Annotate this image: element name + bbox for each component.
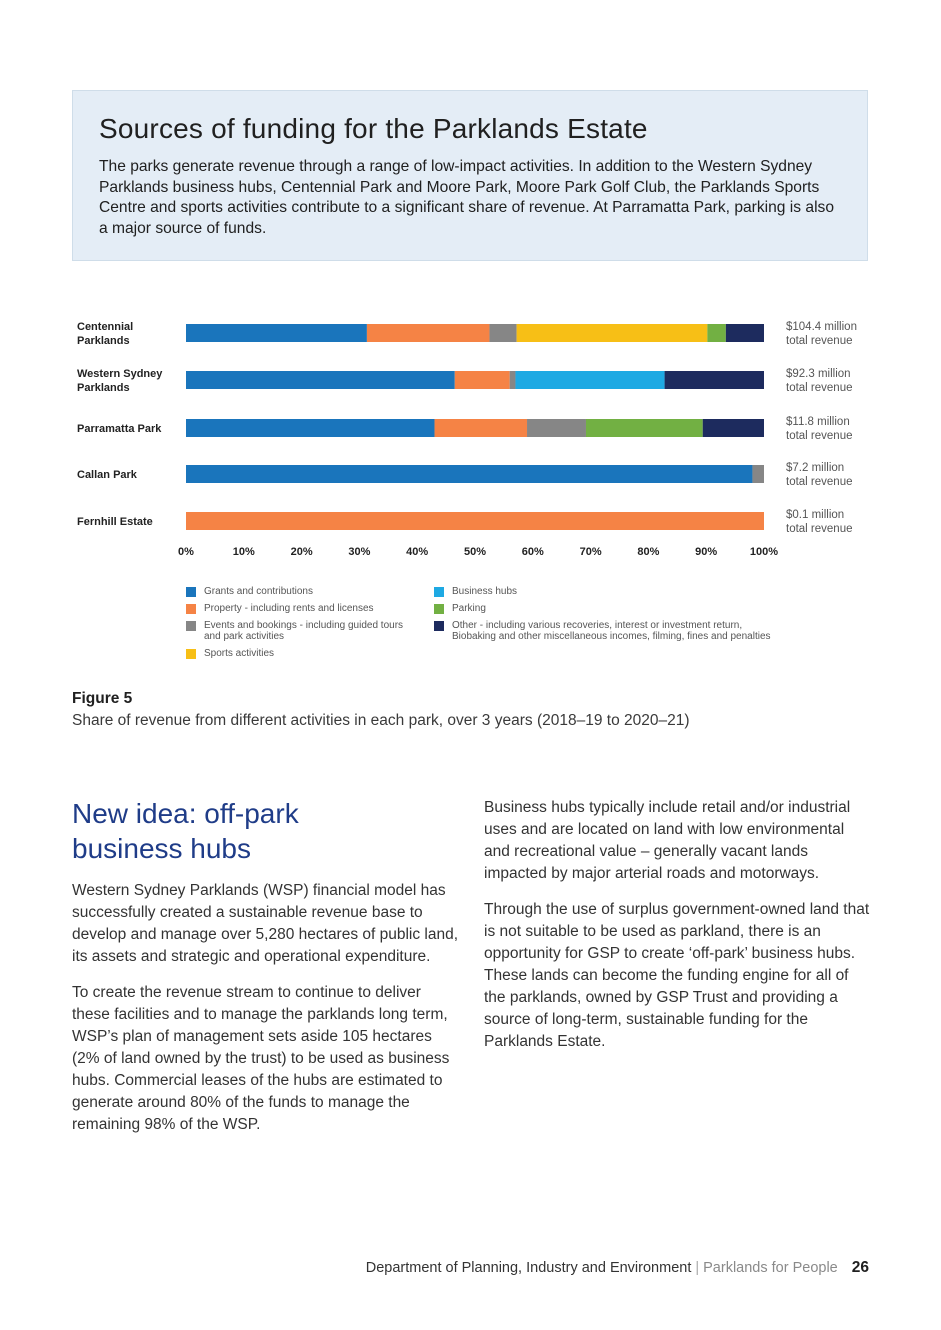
right-column: [484, 797, 870, 1067]
legend-label: Grants and contributions: [204, 586, 313, 597]
x-tick-label: 30%: [348, 546, 371, 558]
bar-segment: [703, 419, 764, 437]
bar-segment: [367, 324, 490, 342]
legend-swatch: [186, 604, 196, 614]
legend-label: Business hubs: [452, 586, 518, 597]
legend-label: Other - including various recoveries, interest or investment return, Biobaking and other miscellaneous incomes, filming, fines and penalties: [452, 620, 771, 642]
bar-segment: [489, 324, 516, 342]
funding-callout-box: [72, 90, 868, 261]
left-paragraph-1: Western Sydney Parklands (WSP) financial model has successfully created a sustainable revenue base to develop and manage over 5,280 hectares of public land, its assets and strategic and operational expenditure.: [72, 882, 459, 965]
bar-segment: [707, 324, 725, 342]
legend-item: [186, 586, 403, 597]
bar-segment: [186, 324, 367, 342]
category-label: Fernhill Estate: [77, 516, 153, 528]
total-revenue-label: $0.1 million total revenue: [786, 509, 853, 535]
legend-item: [434, 586, 771, 597]
total-revenue-label: $7.2 million total revenue: [786, 462, 853, 488]
bar-segment: [586, 419, 703, 437]
legend-label: Events and bookings - including guided tours and park activities: [204, 620, 404, 642]
left-paragraph-2: To create the revenue stream to continue to deliver these facilities and to manage the parklands long term, WSP’s plan of management sets aside 105 hectares (2% of land owned by the trust) to be used as business hubs. Commercial leases of the hubs are estimated to generate around 80% of the funds to manage the remaining 98% of the WSP.: [72, 984, 450, 1133]
bar-segment: [455, 371, 510, 389]
total-revenue-label: $104.4 million total revenue: [786, 321, 857, 347]
legend-item: [434, 620, 771, 642]
category-label: Western Sydney Parklands: [77, 368, 163, 394]
legend-item: [186, 620, 403, 642]
bar-segment: [186, 465, 752, 483]
x-tick-label: 70%: [579, 546, 602, 558]
figure-caption: Share of revenue from different activities in each park, over 3 years (2018–19 to 2020–21): [72, 712, 690, 729]
bar-segment: [515, 371, 664, 389]
bar-segment: [510, 371, 516, 389]
legend-right-column: [434, 586, 771, 648]
legend-item: [434, 603, 771, 614]
revenue-share-chart: [0, 300, 941, 570]
legend-label: Property - including rents and licenses: [204, 603, 374, 614]
callout-body: The parks generate revenue through a range of low-impact activities. In addition to the Western Sydney Parklands business hubs, Centennial Park and Moore Park, Moore Park Golf Club, the Parklands Sports Centre and sports activities contribute to a significant share of revenue. At Parramatta Park, parking is also a major source of funds.: [99, 158, 835, 237]
x-tick-label: 10%: [232, 546, 255, 558]
legend-swatch: [186, 621, 196, 631]
legend-swatch: [434, 587, 444, 597]
legend-item: [186, 603, 403, 614]
bar-segment: [186, 512, 764, 530]
page-footer: [366, 1259, 869, 1277]
footer-department: Department of Planning, Industry and Environment: [365, 1260, 692, 1276]
legend-swatch: [186, 587, 196, 597]
x-tick-label: 100%: [749, 546, 779, 558]
bar-segment: [665, 371, 764, 389]
x-tick-label: 40%: [406, 546, 429, 558]
footer-publication: Parklands for People: [703, 1260, 838, 1276]
legend-swatch: [186, 649, 196, 659]
bar-segment: [527, 419, 586, 437]
left-column: [72, 796, 460, 1150]
x-tick-label: 50%: [463, 546, 487, 558]
legend-label: Sports activities: [204, 648, 275, 659]
bar-segment: [752, 465, 764, 483]
figure-label: Figure 5: [72, 690, 133, 707]
total-revenue-label: $11.8 million total revenue: [786, 416, 853, 442]
bar-segment: [726, 324, 764, 342]
category-label: Callan Park: [77, 469, 137, 481]
right-paragraph-2: Through the use of surplus government-owned land that is not suitable to be used as parkland, there is an opportunity for GSP to create ‘off-park’ business hubs. These lands can become the funding engine for all of the parklands, owned by GSP Trust and providing a source of long-term, sustainable funding for the Parklands Estate.: [484, 901, 870, 1050]
legend-label: Parking: [452, 603, 486, 614]
category-label: Centennial Parklands: [77, 321, 134, 347]
right-paragraph-1: Business hubs typically include retail and/or industrial uses and are located on land with low environmental and recreational value – generally vacant lands impacted by major arterial roads and motorways.: [484, 799, 851, 882]
bar-segment: [186, 371, 455, 389]
x-tick-label: 0%: [178, 546, 194, 558]
bar-segment: [517, 324, 708, 342]
page-number: 26: [851, 1259, 869, 1276]
category-label: Parramatta Park: [77, 423, 162, 435]
x-tick-label: 80%: [637, 546, 660, 558]
footer-separator: |: [695, 1260, 700, 1276]
legend-left-column: [186, 586, 403, 665]
bar-segment: [186, 419, 435, 437]
legend-item: [186, 648, 403, 659]
section-heading: New idea: off-park business hubs: [72, 798, 299, 864]
legend-swatch: [434, 621, 444, 631]
x-tick-label: 20%: [290, 546, 313, 558]
x-tick-label: 90%: [695, 546, 718, 558]
x-tick-label: 60%: [521, 546, 544, 558]
legend-swatch: [434, 604, 444, 614]
bar-segment: [435, 419, 527, 437]
total-revenue-label: $92.3 million total revenue: [786, 368, 853, 394]
callout-title: Sources of funding for the Parklands Estate: [99, 113, 648, 144]
